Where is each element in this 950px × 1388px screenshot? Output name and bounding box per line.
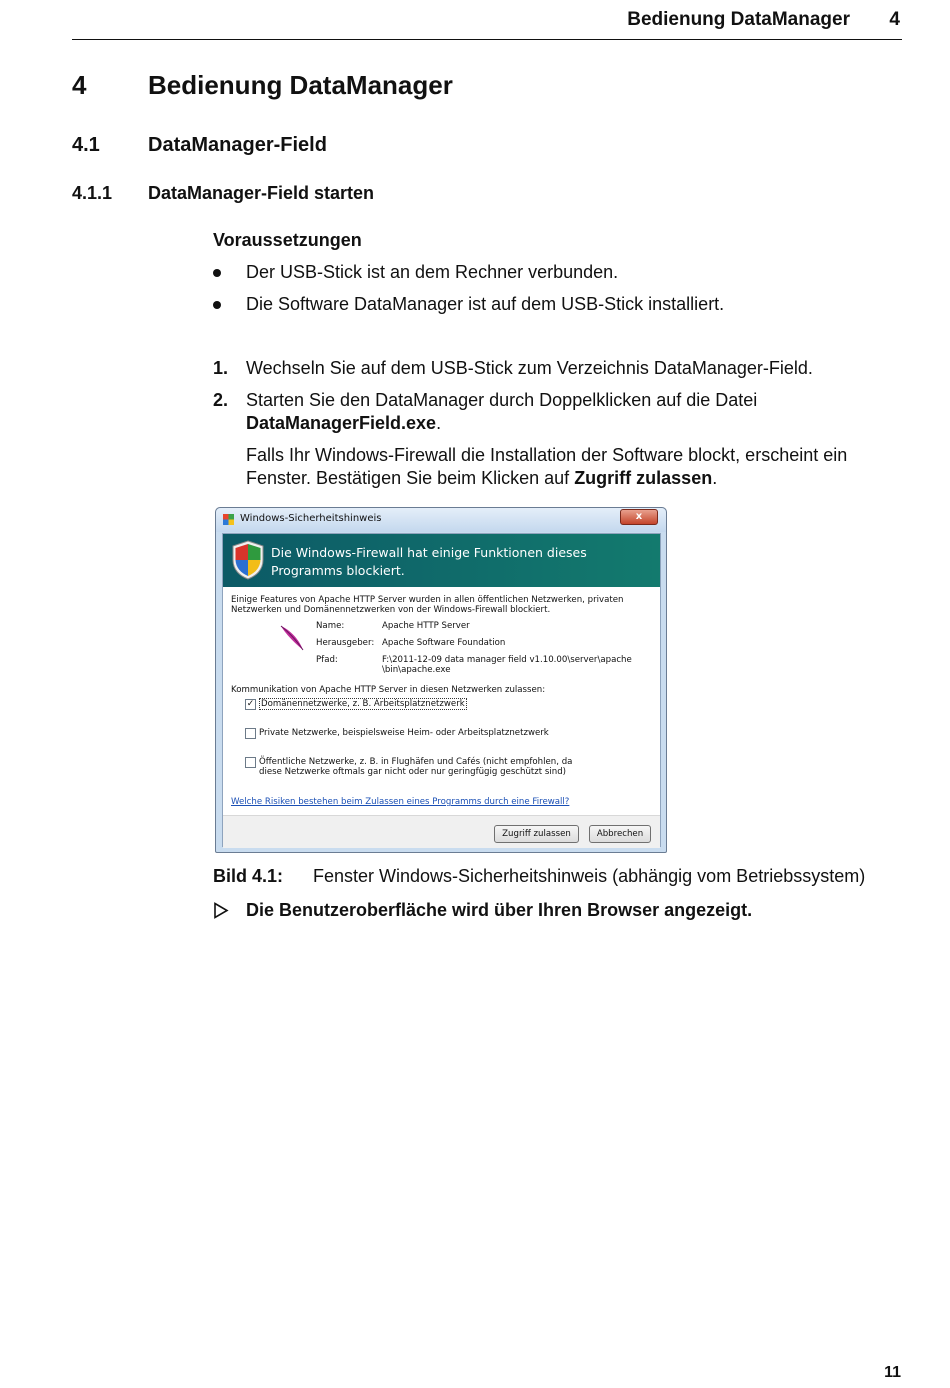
running-header (72, 6, 902, 40)
private-network-label[interactable]: Private Netzwerke, beispielsweise Heim- oder Arbeitsplatznetzwerk (259, 728, 549, 738)
private-network-checkbox[interactable] (245, 728, 256, 739)
dialog-banner (223, 534, 660, 587)
prerequisite-text: Der USB-Stick ist an dem Rechner verbunden. (246, 262, 619, 282)
running-header-chapter: 4 (889, 9, 900, 30)
firewall-risks-link[interactable]: Welche Risiken bestehen beim Zulassen eines Programms durch eine Firewall? (231, 797, 570, 807)
dialog-body (223, 587, 660, 815)
result-triangle-icon (213, 902, 229, 919)
subsection-number: 4.1.1 (72, 183, 113, 203)
result-text: Die Benutzeroberfläche wird über Ihren Browser angezeigt. (246, 900, 753, 920)
communication-label: Kommunikation von Apache HTTP Server in diesen Netzwerken zulassen: (231, 685, 546, 695)
file-name: DataManagerField.exe (246, 413, 437, 433)
field-path-key: Pfad: (316, 655, 338, 665)
running-header-title: Bedienung DataManager (627, 9, 850, 30)
section-title: DataManager-Field (148, 134, 327, 156)
field-publisher-key: Herausgeber: (316, 638, 375, 648)
chapter-title: Bedienung DataManager (148, 70, 453, 100)
windows-security-dialog (215, 507, 667, 853)
page-number: 11 (884, 1364, 901, 1381)
close-button[interactable]: x (620, 509, 658, 525)
figure-caption-label: Bild 4.1: (213, 866, 284, 886)
domain-network-checkbox[interactable]: ✓ (246, 699, 255, 709)
field-path-value: F:\2011-12-09 data manager field v1.10.00\server\apache \bin\apache.exe (382, 655, 632, 675)
allow-access-reference: Zugriff zulassen (574, 468, 713, 488)
prerequisites-heading: Voraussetzungen (213, 230, 362, 250)
windows-shield-icon (231, 540, 265, 580)
dialog-banner-text: Die Windows-Firewall hat einige Funktionen dieses Programms blockiert. (271, 545, 587, 578)
shield-icon (222, 513, 235, 526)
prerequisite-text: Die Software DataManager ist auf dem USB-Stick installiert. (246, 294, 725, 314)
step-text: Starten Sie den DataManager durch Doppelklicken auf die Datei DataManagerField.exe. (246, 390, 758, 433)
step-number: 2. (213, 390, 229, 410)
step-number: 1. (213, 358, 229, 378)
public-network-checkbox[interactable] (245, 757, 256, 768)
dialog-footer (223, 815, 660, 848)
field-name-value: Apache HTTP Server (382, 621, 470, 631)
figure-caption-text: Fenster Windows-Sicherheitshinweis (abhängig vom Betriebssystem) (313, 866, 866, 886)
bullet-dot (213, 269, 221, 277)
public-network-label[interactable]: Öffentliche Netzwerke, z. B. in Flughäfen und Cafés (nicht empfohlen, da diese Netzwerke oftmals gar nicht oder nur geringfügig geschützt sind) (259, 757, 573, 777)
domain-network-label[interactable]: Domänennetzwerke, z. B. Arbeitsplatznetzwerk (261, 699, 465, 709)
field-publisher-value: Apache Software Foundation (382, 638, 506, 648)
dialog-content (222, 533, 661, 847)
dialog-intro-text: Einige Features von Apache HTTP Server wurden in allen öffentlichen Netzwerken, privaten Netzwerken und Domänennetzwerken von der Windows-Firewall blockiert. (231, 595, 624, 615)
field-name-key: Name: (316, 621, 345, 631)
allow-access-button[interactable]: Zugriff zulassen (494, 825, 579, 843)
chapter-number: 4 (72, 70, 87, 100)
cancel-button[interactable]: Abbrechen (589, 825, 651, 843)
apache-feather-icon (278, 623, 306, 653)
section-number: 4.1 (72, 134, 100, 156)
dialog-title: Windows-Sicherheitshinweis (240, 513, 382, 524)
subsection-title: DataManager-Field starten (148, 183, 375, 203)
bullet-dot (213, 301, 221, 309)
step-text: Wechseln Sie auf dem USB-Stick zum Verzeichnis DataManager-Field. (246, 358, 813, 378)
firewall-note: Falls Ihr Windows-Firewall die Installation der Software blockt, erscheint ein Fenster. Bestätigen Sie beim Klicken auf Zugriff zulassen. (246, 445, 848, 488)
dialog-titlebar (216, 508, 666, 532)
